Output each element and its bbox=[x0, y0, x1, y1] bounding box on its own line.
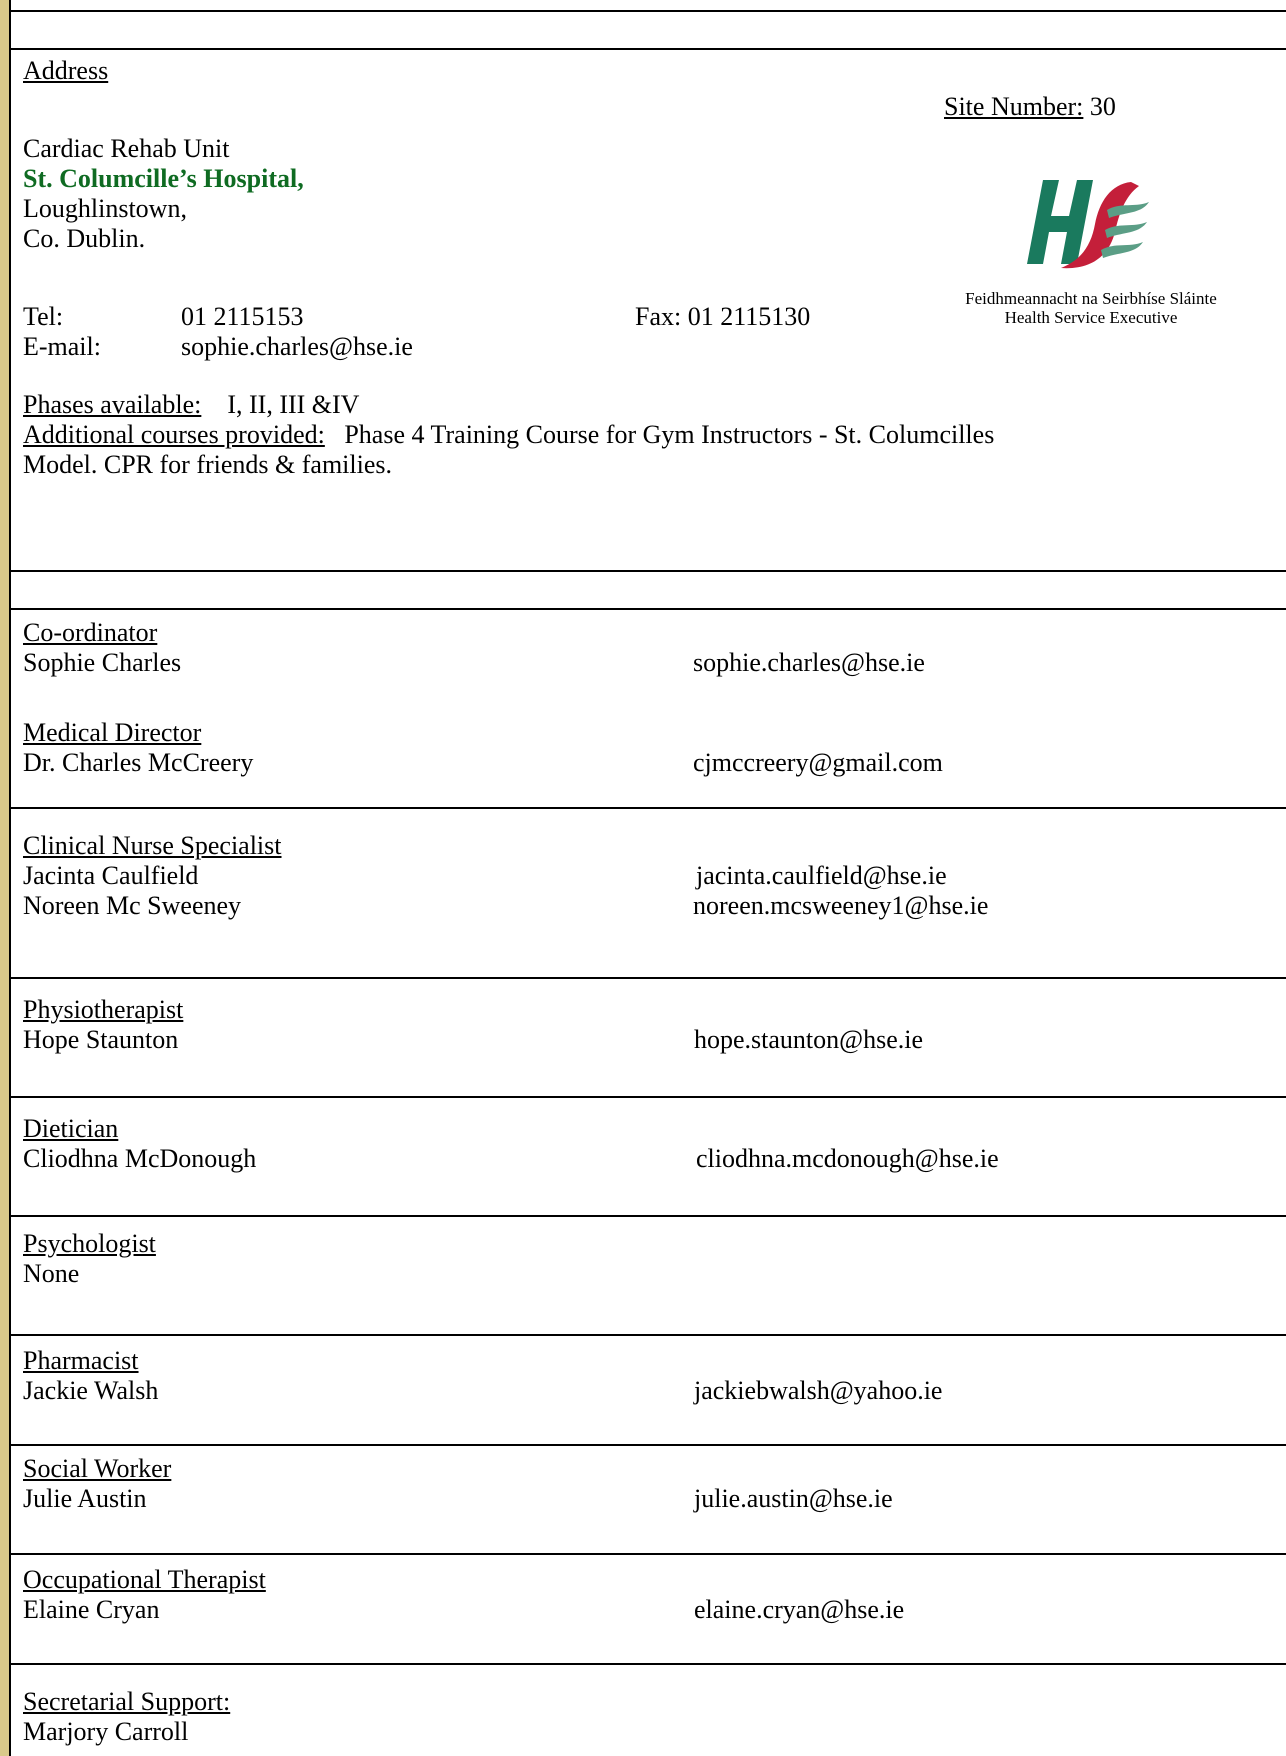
role-title: Occupational Therapist bbox=[23, 1565, 266, 1594]
role-title: Social Worker bbox=[23, 1454, 172, 1483]
logo-caption-english: Health Service Executive bbox=[1004, 308, 1178, 327]
staff-name: Dr. Charles McCreery bbox=[23, 748, 254, 777]
email-value[interactable]: sophie.charles@hse.ie bbox=[181, 332, 413, 361]
staff-email[interactable]: noreen.mcsweeney1@hse.ie bbox=[693, 891, 989, 920]
site-number-value: 30 bbox=[1089, 92, 1116, 121]
role-title: Physiotherapist bbox=[23, 995, 184, 1024]
page-edge bbox=[0, 0, 9, 1756]
document bbox=[11, 0, 1286, 1756]
hse-logo-icon bbox=[1021, 172, 1161, 280]
phases-label: Phases available: bbox=[23, 390, 202, 419]
fax: Fax: 01 2115130 bbox=[635, 302, 811, 331]
staff-name: Jackie Walsh bbox=[23, 1376, 159, 1405]
role-psychologist bbox=[23, 1229, 156, 1289]
role-dietician bbox=[23, 1114, 256, 1174]
email-label: E-mail: bbox=[23, 332, 101, 361]
staff-email[interactable]: cliodhna.mcdonough@hse.ie bbox=[696, 1144, 999, 1173]
role-title: Dietician bbox=[23, 1114, 119, 1143]
address-county: Co. Dublin. bbox=[23, 224, 146, 253]
staff-name: None bbox=[23, 1259, 80, 1288]
role-title: Co-ordinator bbox=[23, 618, 158, 647]
staff-email[interactable]: sophie.charles@hse.ie bbox=[693, 648, 925, 677]
staff-name: Elaine Cryan bbox=[23, 1595, 160, 1624]
phases-line bbox=[23, 390, 359, 420]
address-town: Loughlinstown, bbox=[23, 194, 187, 223]
staff-name: Noreen Mc Sweeney bbox=[23, 891, 242, 920]
staff-name: Sophie Charles bbox=[23, 648, 182, 677]
staff-physiotherapist bbox=[11, 979, 1286, 1098]
header-spacer bbox=[11, 12, 1286, 50]
unit-name: Cardiac Rehab Unit bbox=[23, 134, 230, 163]
staff-name: Julie Austin bbox=[23, 1484, 147, 1513]
staff-dietician bbox=[11, 1098, 1286, 1217]
staff-email[interactable]: hope.staunton@hse.ie bbox=[694, 1025, 924, 1054]
role-title: Medical Director bbox=[23, 718, 202, 747]
role-coordinator bbox=[23, 618, 181, 678]
courses-line bbox=[23, 420, 994, 450]
hospital-name: St. Columcille’s Hospital, bbox=[23, 164, 304, 193]
staff-email[interactable]: jackiebwalsh@yahoo.ie bbox=[694, 1376, 943, 1405]
role-title: Pharmacist bbox=[23, 1346, 139, 1375]
courses-value: Phase 4 Training Course for Gym Instructors - St. Columcilles bbox=[344, 420, 995, 449]
staff-psychologist bbox=[11, 1217, 1286, 1336]
staff-occupational-therapist bbox=[11, 1555, 1286, 1665]
staff-secretarial bbox=[11, 1665, 1286, 1756]
staff-name: Hope Staunton bbox=[23, 1025, 179, 1054]
role-social-worker bbox=[23, 1454, 171, 1514]
staff-nurse-specialist bbox=[11, 809, 1286, 979]
staff-pharmacist bbox=[11, 1336, 1286, 1446]
courses-label: Additional courses provided: bbox=[23, 420, 325, 449]
site-number bbox=[944, 92, 1116, 122]
staff-email[interactable]: jacinta.caulfield@hse.ie bbox=[696, 861, 947, 890]
address-section bbox=[11, 50, 1286, 572]
role-title: Psychologist bbox=[23, 1229, 156, 1258]
tel-label: Tel: bbox=[23, 302, 64, 331]
courses-line-2: Model. CPR for friends & families. bbox=[23, 450, 393, 479]
role-nurse-specialist bbox=[23, 831, 282, 921]
role-title: Clinical Nurse Specialist bbox=[23, 831, 282, 860]
staff-email[interactable]: cjmccreery@gmail.com bbox=[693, 748, 943, 777]
role-physiotherapist bbox=[23, 995, 183, 1055]
staff-email[interactable]: julie.austin@hse.ie bbox=[694, 1484, 893, 1513]
staff-name: Marjory Carroll bbox=[23, 1717, 189, 1746]
section-spacer bbox=[11, 572, 1286, 610]
staff-coordinator-director bbox=[11, 610, 1286, 809]
site-number-label: Site Number: bbox=[944, 92, 1084, 121]
role-occupational-therapist bbox=[23, 1565, 266, 1625]
phases-value: I, II, III &IV bbox=[227, 390, 360, 419]
tel-value: 01 2115153 bbox=[181, 302, 304, 331]
staff-name: Jacinta Caulfield bbox=[23, 861, 199, 890]
staff-social-worker bbox=[11, 1446, 1286, 1555]
address-heading: Address bbox=[23, 56, 109, 85]
role-pharmacist bbox=[23, 1346, 158, 1406]
staff-name: Cliodhna McDonough bbox=[23, 1144, 257, 1173]
role-medical-director bbox=[23, 718, 253, 778]
role-secretarial bbox=[23, 1687, 230, 1747]
staff-email[interactable]: elaine.cryan@hse.ie bbox=[694, 1595, 905, 1624]
top-band bbox=[11, 0, 1286, 12]
logo-caption-irish: Feidhmeannacht na Seirbhíse Sláinte bbox=[965, 289, 1217, 308]
role-title: Secretarial Support: bbox=[23, 1687, 231, 1716]
